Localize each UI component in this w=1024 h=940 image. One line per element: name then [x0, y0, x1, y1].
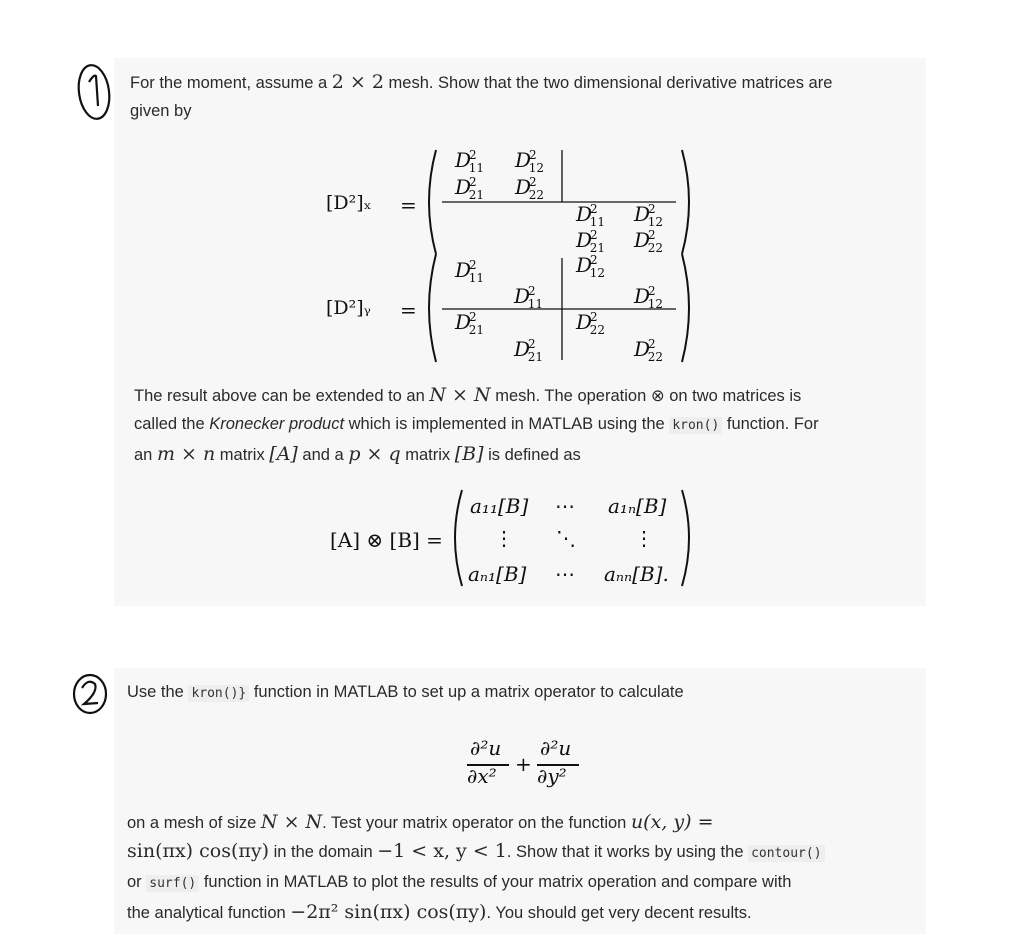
eq-num2: ∂²u: [540, 736, 572, 760]
x-entry-d22: $D^2_{22}$: [515, 175, 544, 202]
kronecker-paragraph: The result above can be extended to an N × N mesh. The operation ⊗ on two matrices is called the Kronecker product which is implemented in MATLAB using the kron() function. For an m × n matrix [A] and a p × q matrix [B] is defined as: [134, 384, 819, 465]
kron-vdots-right: ⋮: [634, 526, 654, 550]
x-entry-d12-b: $D^2_{12}$: [634, 202, 663, 229]
y-entry-d22-b: $D^2_{22}$: [634, 337, 663, 364]
matrix-x-label: [D²]ₓ: [326, 192, 372, 214]
y-entry-d21-b: $D^2_{21}$: [514, 337, 543, 364]
kron-vdots-left: ⋮: [494, 526, 514, 550]
x-entry-d21-b: $D^2_{21}$: [576, 228, 605, 255]
matrix-y-equals: =: [400, 298, 417, 322]
kron-a1n: a₁ₙ[B]: [608, 494, 667, 518]
x-entry-d11-b: $D^2_{11}$: [576, 202, 605, 229]
eq-num1: ∂²u: [470, 736, 502, 760]
y-entry-d12-top: $D^2_{12}$: [576, 253, 605, 280]
eq-plus: +: [515, 752, 532, 776]
handwritten-number-1-icon: [74, 60, 118, 126]
problem-1-intro: For the moment, assume a 2 × 2 mesh. Show that the two dimensional derivative matrices are given by: [130, 71, 833, 120]
x-entry-d21: $D^2_{21}$: [455, 175, 484, 202]
x-entry-d12: $D^2_{12}$: [515, 148, 544, 175]
eq-den2: ∂y²: [537, 764, 567, 788]
y-entry-d21-a: $D^2_{21}$: [455, 310, 484, 337]
problem-2-intro: Use the kron()} function in MATLAB to set up a matrix operator to calculate: [127, 683, 684, 701]
kron-lhs: [A] ⊗ [B] =: [330, 528, 443, 552]
contour-code: contour(): [748, 845, 824, 862]
y-entry-d12-b: $D^2_{12}$: [634, 284, 663, 311]
y-entry-d11-b: $D^2_{11}$: [514, 284, 543, 311]
y-entry-d22-a: $D^2_{22}$: [576, 310, 605, 337]
kron-hdots-top: ⋯: [555, 494, 575, 518]
matrix-y-label: [D²]ᵧ: [326, 297, 371, 319]
kron-an1: aₙ₁[B]: [468, 562, 527, 586]
kron-ddots: ⋱: [556, 526, 576, 550]
x-entry-d22-b: $D^2_{22}$: [634, 228, 663, 255]
matrix-x-equals: =: [400, 193, 417, 217]
eq-den1: ∂x²: [467, 764, 497, 788]
surf-code: surf(): [146, 875, 199, 892]
handwritten-number-2-icon: [70, 670, 114, 720]
kron-ann: aₙₙ[B].: [604, 562, 669, 586]
y-entry-d11-a: $D^2_{11}$: [455, 258, 484, 285]
problem-2-paragraph: on a mesh of size N × N. Test your matrix operator on the function u(x, y) = sin(πx) cos(πy) in the domain −1 < x, y < 1. Show that it works by using the contour() or surf() function in MATLAB to plot the results of your matrix operation and compare with the analytical function −2π² sin(πx) cos(πy). You should get very decent results.: [127, 808, 917, 927]
kron-a11: a₁₁[B]: [470, 494, 529, 518]
x-entry-d11: $D^2_{11}$: [455, 148, 484, 175]
kron-code: kron(): [669, 417, 722, 434]
kron-hdots-bottom: ⋯: [555, 562, 575, 586]
kron-code-2: kron()}: [188, 685, 249, 702]
